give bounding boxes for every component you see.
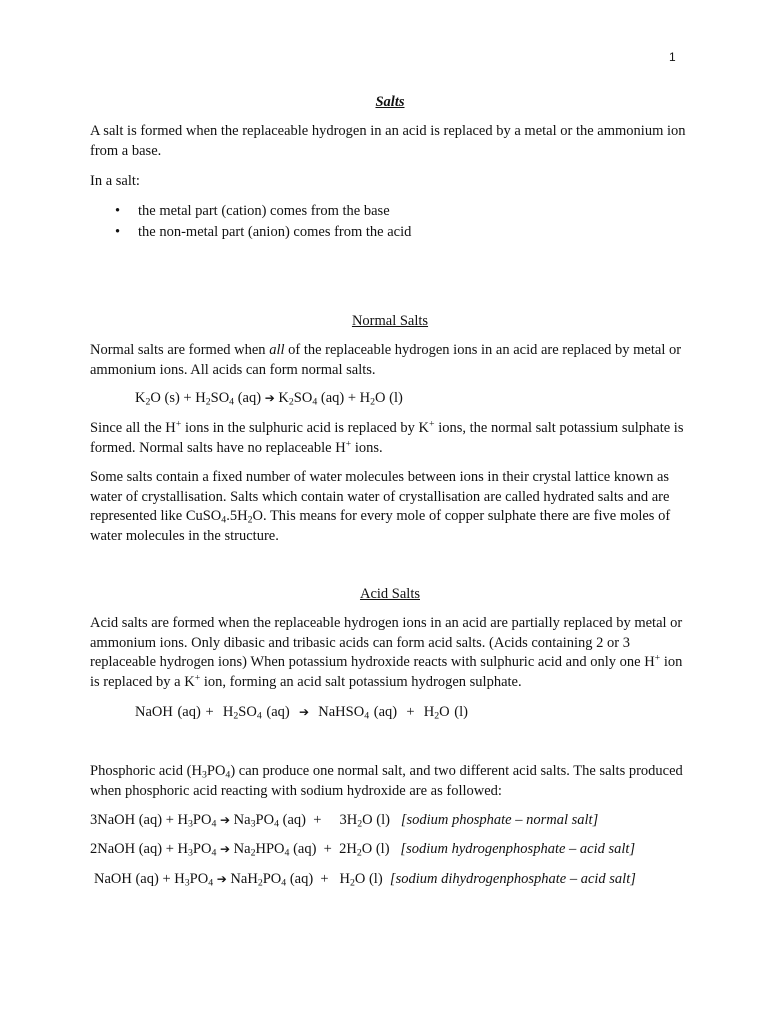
- list-item: [90, 223, 411, 244]
- page-title: Salts: [375, 94, 405, 110]
- bullet-icon: •: [115, 223, 121, 240]
- equation-sodium-hydroxide-sulphuric: NaOH $(aq) + H_2SO_4$ (aq) ➔ NaHSO$_4$ $(aq) + H_2O$ (l): [135, 704, 468, 722]
- equation-note: [sodium hydrogenphosphate – acid salt]: [400, 841, 636, 857]
- salt-parts-list: [90, 202, 411, 243]
- list-item: [90, 202, 411, 223]
- acid-salts-heading: Acid Salts: [359, 586, 420, 602]
- in-a-salt-label: In a salt:: [90, 173, 140, 189]
- normal-salts-paragraph: Normal salts are formed when all of the replaceable hydrogen ions in an acid are replaced by metal or ammonium ions. All acids can form normal salts.: [90, 342, 682, 378]
- equation-sodium-dihydrogenphosphate: NaOH $(aq) + H_3PO_4$ ➔ $NaH_2PO_4$ $(aq) + H_2O$ (l) [sodium dihydrogenphosphate – acid salt]: [94, 871, 636, 889]
- bullet-icon: •: [115, 203, 121, 219]
- page-number: 1: [669, 50, 676, 64]
- normal-salts-heading: Normal Salts: [351, 313, 429, 329]
- phosphoric-acid-paragraph: Phosphoric acid $(H_3PO_4)$ can produce one normal salt, and two different acid salts. The salts produced when phosphoric acid reacting with sodium hydroxide are as followed:: [90, 763, 683, 799]
- equation-note: [sodium dihydrogenphosphate – acid salt]: [389, 871, 636, 887]
- list-item-text: the metal part (cation) comes from the base: [138, 203, 390, 219]
- acid-salts-paragraph: Acid salts are formed when the replaceable hydrogen ions in an acid are partially replaced by metal or ammonium ions. Only dibasic and tribasic acids can form acid salts. (Acids containing 2 or 3 replaceable hydrogen ions) When potassium hydroxide reacts with sulphuric acid and only one H+ ion is replaced by a K+ ion, forming an acid salt potassium hydrogen sulphate.: [90, 615, 683, 690]
- equation-sodium-hydrogenphosphate: 2NaOH $(aq) + H_3PO_4$ ➔ $Na_2HPO_4$ $(aq) + 2H_2O$ (l) [sodium hydrogenphosphate – acid salt]: [90, 841, 636, 859]
- potassium-sulphate-paragraph: Since all the H+ ions in the sulphuric acid is replaced by K+ ions, the normal salt potassium sulphate is formed. Normal salts have no replaceable H+ ions.: [90, 418, 684, 456]
- equation-potassium-oxide: $K_2O$ $(s) + H_2SO_4$ (aq) ➔ $K_2SO_4$ $(aq) + H_2O$ (l): [135, 390, 403, 408]
- equation-note: [sodium phosphate – normal salt]: [400, 812, 599, 828]
- salt-definition-paragraph: A salt is formed when the replaceable hydrogen in an acid is replaced by a metal or the ammonium ion from a base.: [90, 123, 686, 159]
- list-item-text: the non-metal part (anion) comes from the acid: [138, 223, 412, 240]
- equation-sodium-phosphate: 3NaOH $(aq) + H_3PO_4$ ➔ $Na_3PO_4$ (aq) + $3H_2O$ (l) [sodium phosphate – normal salt]: [90, 812, 599, 830]
- water-of-crystallisation-paragraph: Some salts contain a fixed number of water molecules between ions in their crystal lattice known as water of crystallisation. Salts which contain water of crystallisation are called hydrated salts and are represented like $CuSO_4.5H_2O$. This means for every mole of copper sulphate there are five moles of water molecules in the structure.: [90, 469, 671, 544]
